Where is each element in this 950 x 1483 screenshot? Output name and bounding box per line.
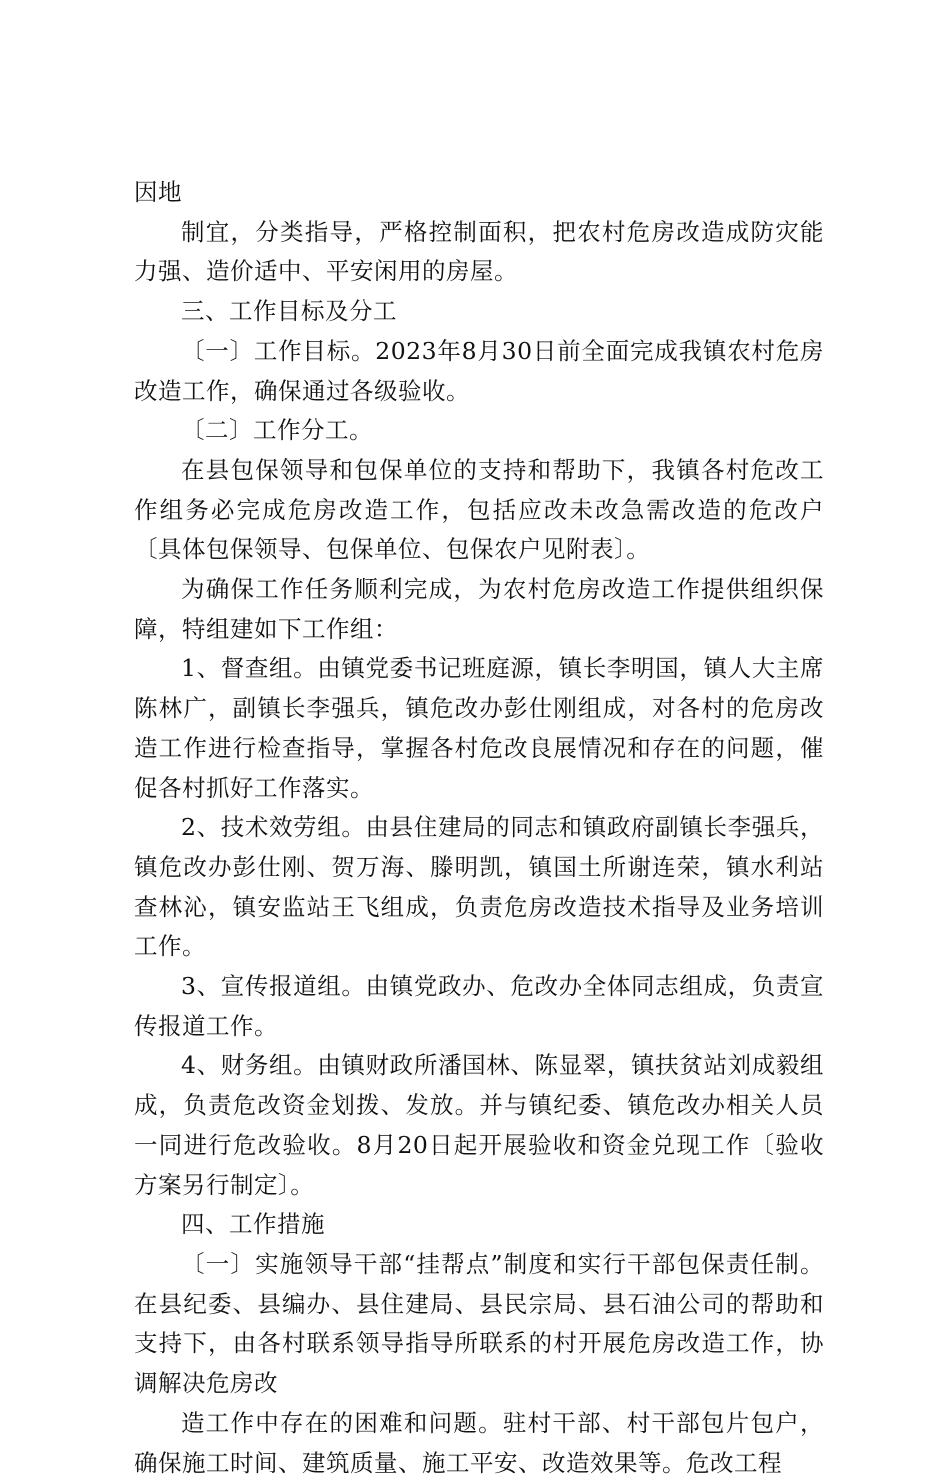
- paragraph: 造工作中存在的困难和问题。驻村干部、村干部包片包户，确保施工时间、建筑质量、施工平安、改造效果等。危改工程: [134, 1408, 824, 1477]
- paragraph: 〔一〕工作目标。2023年8月30日前全面完成我镇农村危房改造工作，确保通过各级验收。: [134, 336, 824, 405]
- list-item: 1、督查组。由镇党委书记班庭源，镇长李明国，镇人大主席陈林广，副镇长李强兵，镇危改办彭仕刚组成，对各村的危房改造工作进行检查指导，掌握各村危改良展情况和存在的问题，催促各村抓好工作落实。: [134, 654, 824, 802]
- paragraph: 在县包保领导和包保单位的支持和帮助下，我镇各村危改工作组务必完成危房改造工作，包括应改未改急需改造的危改户〔具体包保领导、包保单位、包保农户见附表〕。: [134, 455, 824, 564]
- paragraph: 〔一〕实施领导干部“挂帮点”制度和实行干部包保责任制。在县纪委、县编办、县住建局、县民宗局、县石油公司的帮助和支持下，由各村联系领导指导所联系的村开展危房改造工作，协调解决危房改: [134, 1249, 824, 1398]
- list-item: 4、财务组。由镇财政所潘国林、陈显翠，镇扶贫站刘成毅组成，负责危改资金划拨、发放。并与镇纪委、镇危改办相关人员一同进行危改验收。8月20日起开展验收和资金兑现工作〔验收方案另行制定〕。: [134, 1051, 824, 1199]
- document-body: [134, 173, 824, 1483]
- list-item: 3、宣传报道组。由镇党政办、危改办全体同志组成，负责宣传报道工作。: [134, 972, 824, 1040]
- list-item: 2、技术效劳组。由县住建局的同志和镇政府副镇长李强兵，镇危改办彭仕刚、贺万海、滕明凯，镇国土所谢连荣，镇水利站查林沁，镇安监站王飞组成，负责危房改造技术指导及业务培训工作。: [134, 813, 824, 961]
- paragraph: 制宜，分类指导，严格控制面积，把农村危房改造成防灾能力强、造价适中、平安闲用的房屋。: [134, 217, 824, 286]
- paragraph: 因地: [134, 178, 182, 206]
- section-heading: 三、工作目标及分工: [181, 297, 397, 326]
- section-heading: 四、工作措施: [181, 1210, 325, 1239]
- paragraph: 为确保工作任务顺利完成，为农村危房改造工作提供组织保障，特组建如下工作组：: [134, 575, 824, 643]
- paragraph: 〔二〕工作分工。: [181, 416, 373, 445]
